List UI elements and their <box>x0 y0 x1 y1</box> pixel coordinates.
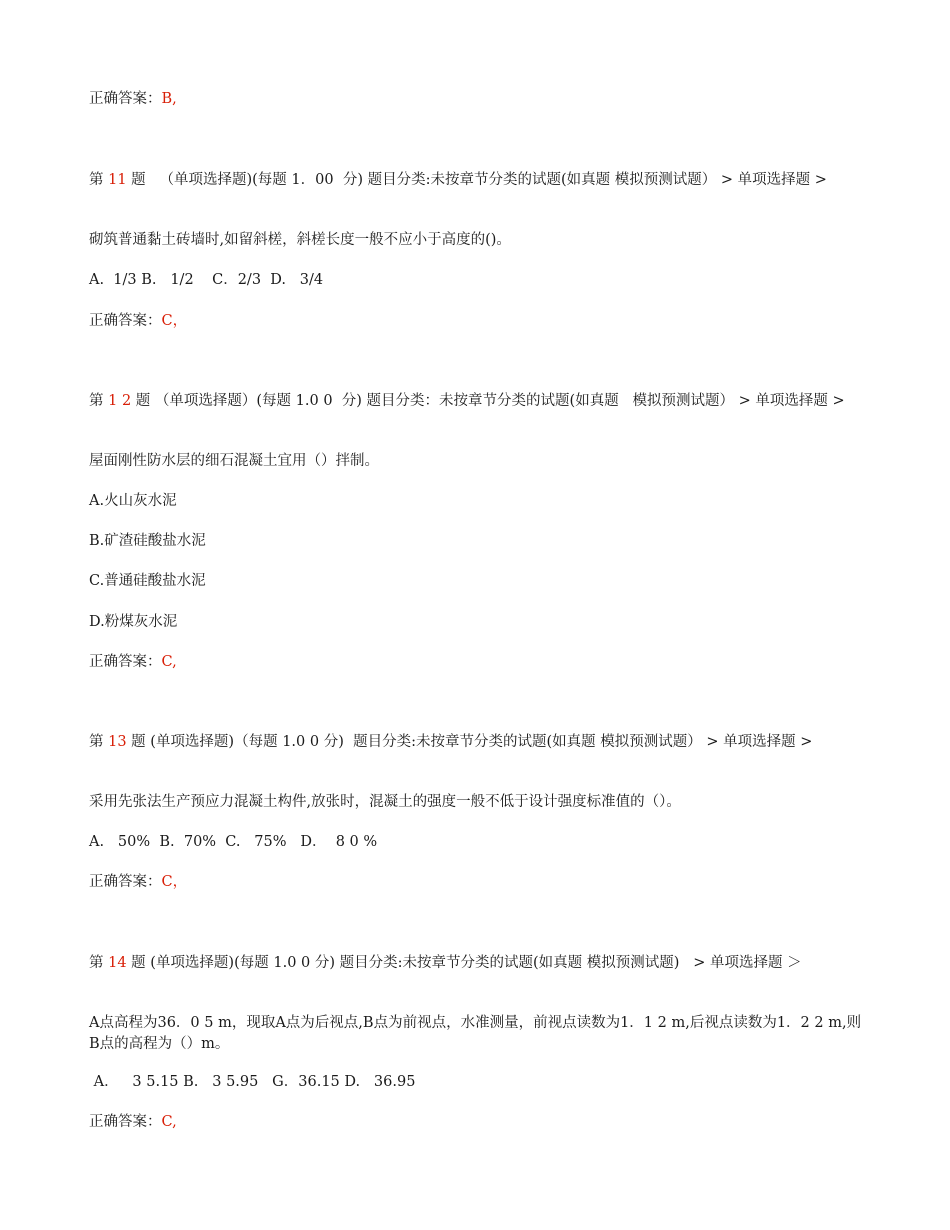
question-header-text: 题 (单项选择题)（每题 1.0 0 分) 题目分类:未按章节分类的试题(如真题 模拟预测试题） > 单项选择题 > <box>126 734 813 750</box>
answer-line <box>89 652 862 673</box>
question-options: A. 1/3 B. 1/2 C．2/3 D. 3/4 <box>89 272 324 288</box>
answer-line <box>89 89 862 110</box>
question-header <box>89 953 862 974</box>
question-stem: A点高程为36．0 5 m，现取A点为后视点,B点为前视点，水准测量，前视点读数为1．1 2 m,后视点读数为1．2 2 m,则B点的高程为（）m。 <box>89 1015 862 1052</box>
answer-value: C, <box>161 654 177 670</box>
answer-value: C, <box>161 1114 177 1130</box>
question-header <box>89 391 862 412</box>
answer-label: 正确答案： <box>89 654 162 670</box>
question-options: A． 3 5.15 B. 3 5.95 G．36.15 D. 36.95 <box>89 1074 416 1090</box>
option-c: C.普通硅酸盐水泥 <box>89 573 206 589</box>
answer-line <box>89 872 862 893</box>
answer-value: C， <box>161 874 188 890</box>
question-header <box>89 732 862 753</box>
question-stem: 屋面刚性防水层的细石混凝土宜用（）拌制。 <box>89 453 379 469</box>
question-prefix: 第 <box>89 172 109 188</box>
question-prefix: 第 <box>89 955 109 971</box>
answer-value: C， <box>161 313 188 329</box>
question-number: 14 <box>108 955 127 971</box>
answer-label: 正确答案： <box>89 1114 162 1130</box>
answer-value: B, <box>161 91 177 107</box>
option-d: D.粉煤灰水泥 <box>89 614 178 630</box>
question-number: 1 2 <box>108 393 132 409</box>
answer-label: 正确答案： <box>89 91 162 107</box>
answer-label: 正确答案： <box>89 313 162 329</box>
question-header-text: 题 （单项选择题）(每题 1.0 0 分) 题目分类：未按章节分类的试题(如真题 模拟预测试题） > 单项选择题 > <box>131 393 845 409</box>
question-prefix: 第 <box>89 393 109 409</box>
question-number: 11 <box>108 172 127 188</box>
answer-line <box>89 1112 862 1133</box>
question-stem: 砌筑普通黏土砖墙时,如留斜槎，斜槎长度一般不应小于高度的()。 <box>89 232 511 248</box>
option-a: A.火山灰水泥 <box>89 493 177 509</box>
question-header-text: 题 (单项选择题)(每题 1.0 0 分) 题目分类:未按章节分类的试题(如真题 模拟预测试题) > 单项选择题 ＞ <box>126 955 802 971</box>
question-number: 13 <box>108 734 127 750</box>
answer-line <box>89 311 862 332</box>
option-b: B.矿渣硅酸盐水泥 <box>89 533 206 549</box>
question-options: A. 50% B. 70% C. 75% D． 8 0 % <box>89 834 378 850</box>
answer-label: 正确答案： <box>89 874 162 890</box>
question-header-text: 题 （单项选择题)(每题 1．00 分) 题目分类:未按章节分类的试题(如真题 模拟预测试题） > 单项选择题 > <box>126 172 827 188</box>
question-prefix: 第 <box>89 734 109 750</box>
question-stem: 采用先张法生产预应力混凝土构件,放张时，混凝土的强度一般不低于设计强度标准值的（）。 <box>89 794 681 810</box>
question-header <box>89 170 862 191</box>
